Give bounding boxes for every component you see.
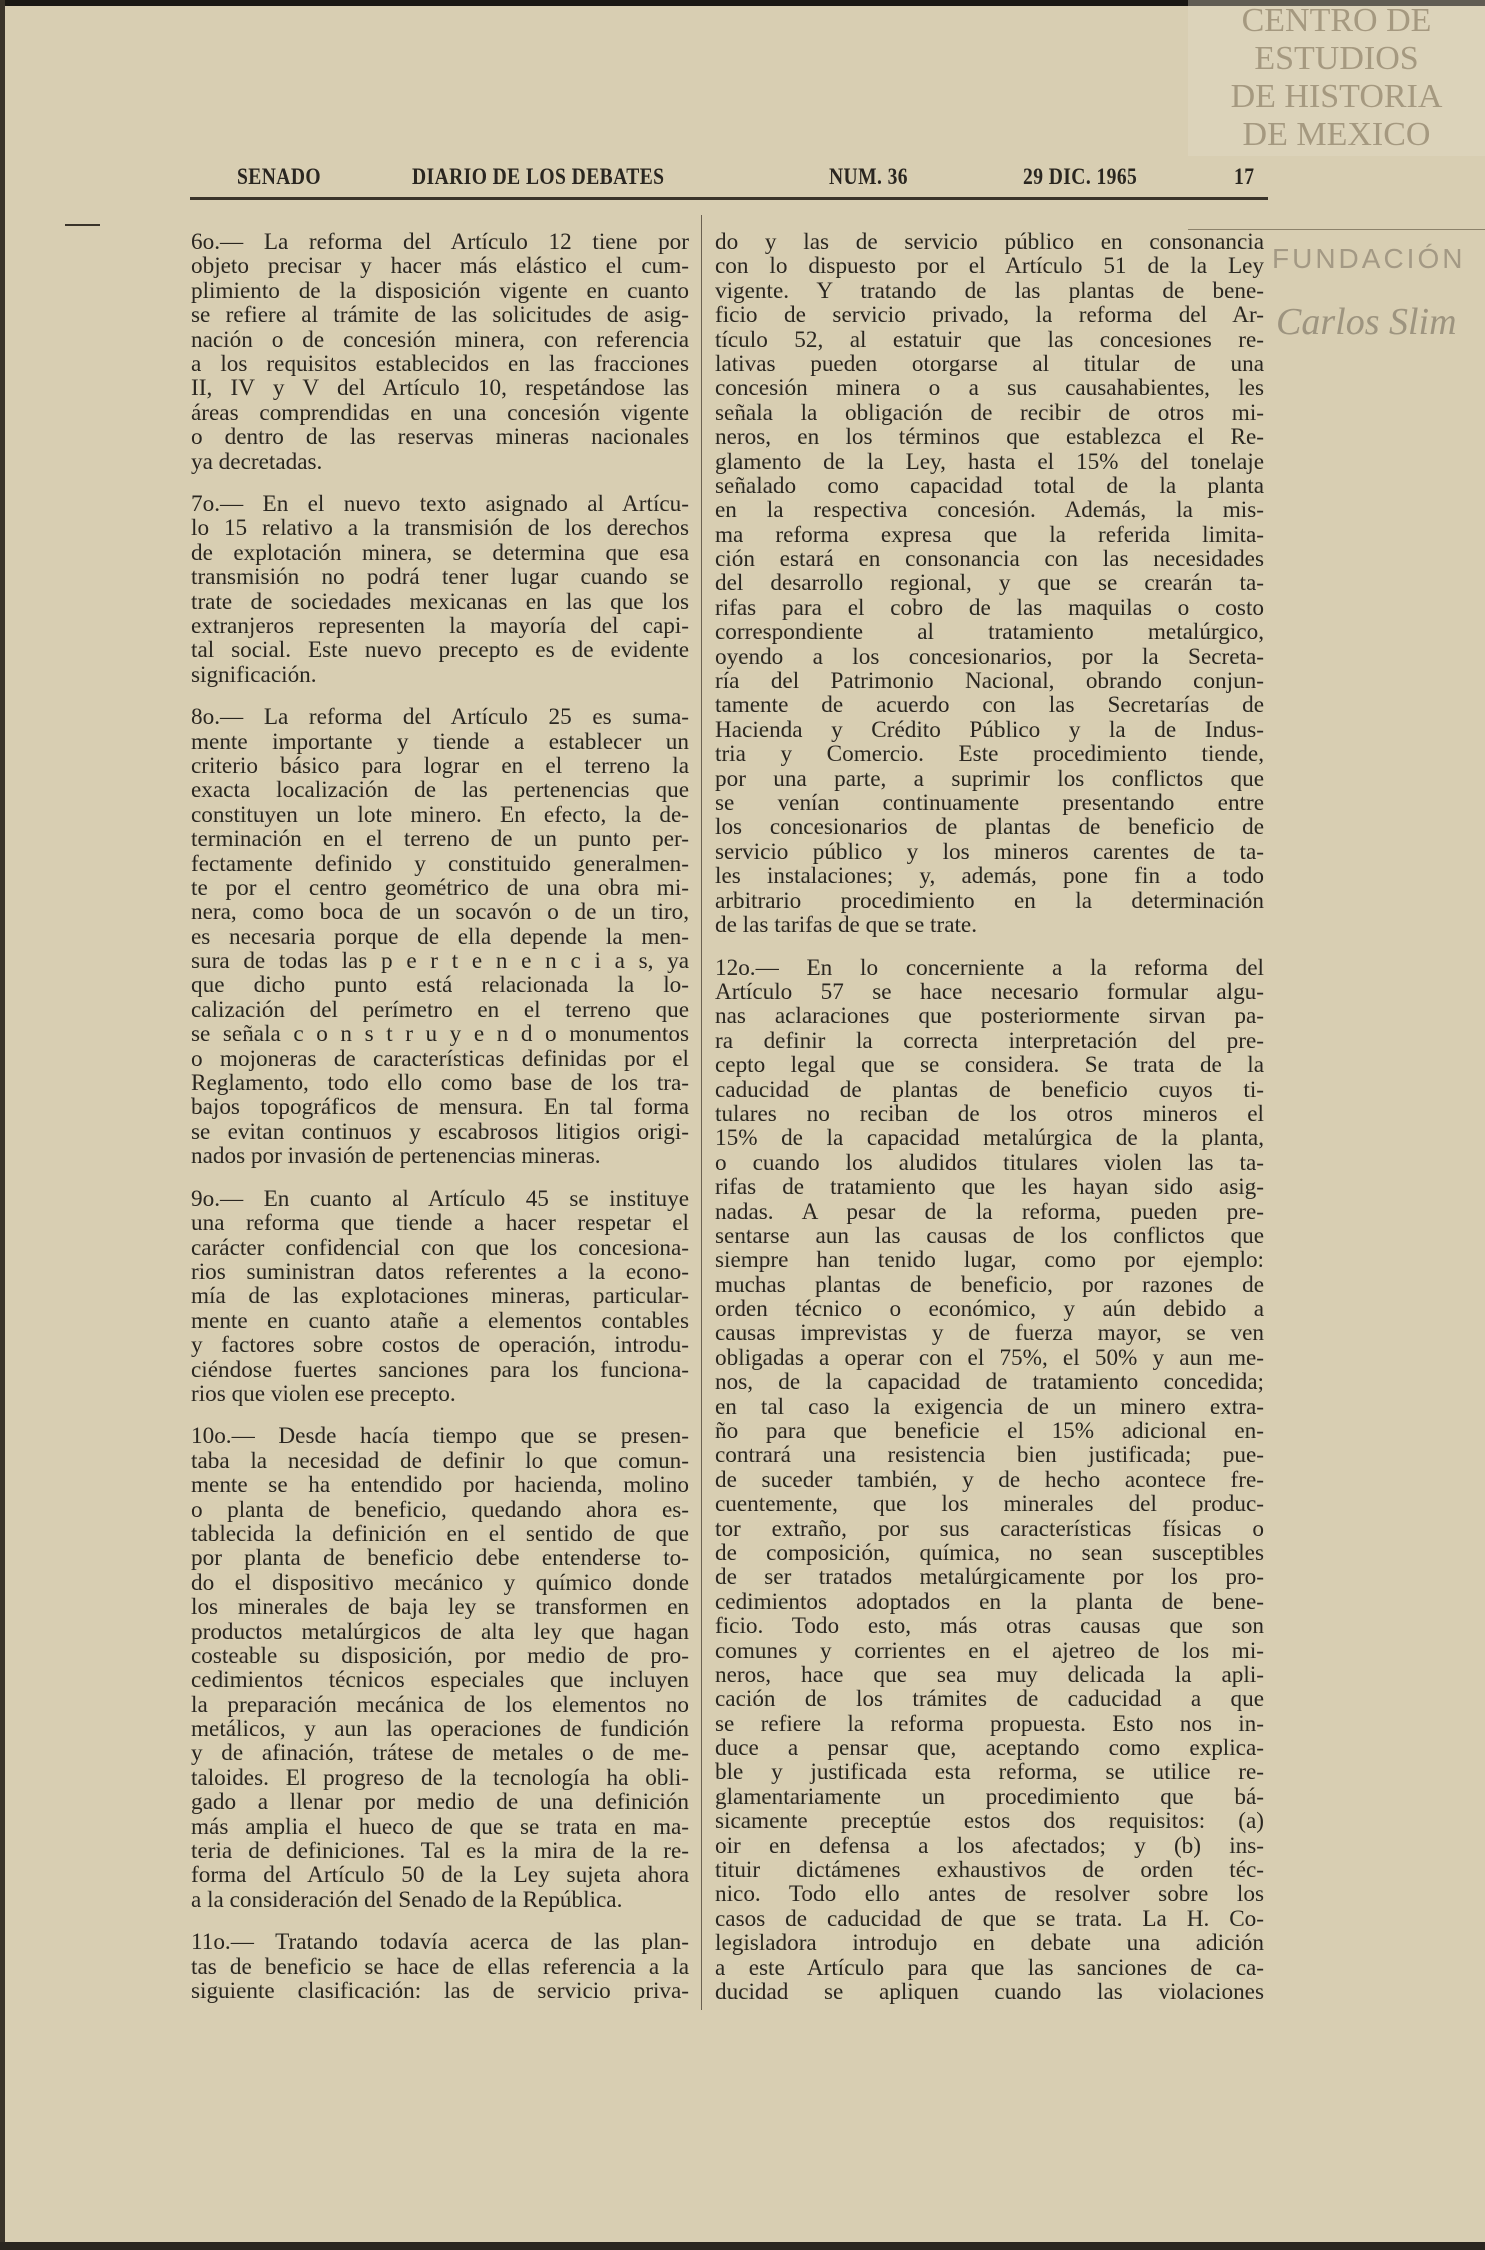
text-line: neros, hace que sea muy delicada la apli- bbox=[715, 1661, 1264, 1688]
text-line: casos de caducidad de que se trata. La H. Co- bbox=[715, 1905, 1264, 1932]
header-date: 29 DIC. 1965 bbox=[1023, 164, 1138, 189]
watermark-line: DE MEXICO bbox=[1242, 116, 1431, 153]
watermark-signature: Carlos Slim bbox=[1276, 301, 1457, 343]
text-line: bajos topográficos de mensura. En tal forma bbox=[191, 1094, 689, 1121]
page-header bbox=[190, 160, 1268, 200]
text-line: ma reforma expresa que la referida limita- bbox=[715, 521, 1264, 548]
paragraph bbox=[191, 492, 689, 687]
text-line: nera, como boca de un socavón o de un tiro, bbox=[191, 899, 689, 926]
text-line: glamentariamente un procedimiento que bá- bbox=[715, 1783, 1264, 1810]
text-line: te por el centro geométrico de una obra mi- bbox=[191, 874, 689, 901]
text-line: tituir dictámenes exhaustivos de orden téc- bbox=[715, 1857, 1264, 1884]
text-line: o cuando los aludidos titulares violen las ta- bbox=[715, 1149, 1264, 1176]
header-page-number: 17 bbox=[1234, 164, 1255, 189]
text-line: lo 15 relativo a la transmisión de los derechos bbox=[191, 515, 689, 542]
text-line: de ser tratados metalúrgicamente por los pro- bbox=[715, 1564, 1264, 1591]
text-line: a los requisitos establecidos en las fracciones bbox=[191, 350, 689, 377]
text-line: exacta localización de las pertenencias que bbox=[191, 777, 689, 804]
text-line: mía de las explotaciones mineras, particular- bbox=[191, 1283, 689, 1310]
text-line: nas aclaraciones que posteriormente sirvan pa- bbox=[715, 1003, 1264, 1030]
text-line: transmisión no podrá tener lugar cuando se bbox=[191, 564, 689, 591]
text-line: Reglamento, todo ello como base de los tra- bbox=[191, 1070, 689, 1097]
text-line: ra definir la correcta interpretación del pre- bbox=[715, 1027, 1264, 1054]
text-line: o mojoneras de características definidas por el bbox=[191, 1045, 689, 1072]
text-line: cedimientos adoptados en la planta de bene- bbox=[715, 1588, 1264, 1615]
text-line: nados por invasión de pertenencias mineras. bbox=[191, 1143, 601, 1170]
text-line: cuentemente, que los minerales del produc- bbox=[715, 1491, 1264, 1518]
text-line: rifas para el cobro de las maquilas o costo bbox=[715, 594, 1264, 621]
text-line: obligadas a operar con el 75%, el 50% y aun me- bbox=[715, 1344, 1264, 1371]
paragraph bbox=[191, 1930, 689, 2003]
text-line: legisladora introdujo en debate una adición bbox=[715, 1930, 1264, 1957]
text-line: significación. bbox=[191, 661, 317, 688]
header-number: NUM. 36 bbox=[829, 164, 908, 189]
scan-border-left bbox=[0, 0, 5, 2250]
text-line: de explotación minera, se determina que esa bbox=[191, 539, 689, 566]
text-line: correspondiente al tratamiento metalúrgico, bbox=[715, 619, 1264, 646]
text-line: glamento de la Ley, hasta el 15% del tonelaje bbox=[715, 448, 1264, 475]
text-line: de suceder también, y de hecho acontece fre- bbox=[715, 1466, 1264, 1493]
text-line: servicio público y los mineros carentes de ta- bbox=[715, 838, 1264, 865]
text-line: forma del Artículo 50 de la Ley sujeta ahora bbox=[191, 1862, 689, 1889]
text-line: se refiere la reforma propuesta. Esto nos in- bbox=[715, 1710, 1264, 1737]
text-line: do y las de servicio público en consonancia bbox=[715, 229, 1264, 255]
text-line: de las tarifas de que se trate. bbox=[715, 911, 978, 938]
text-line: se evitan continuos y escabrosos litigios origi- bbox=[191, 1118, 689, 1145]
text-line: costeable su disposición, por medio de pro- bbox=[191, 1642, 689, 1669]
text-line: con lo dispuesto por el Artículo 51 de la Ley bbox=[715, 253, 1264, 280]
text-line: tas de beneficio se hace de ellas referencia a la bbox=[191, 1953, 689, 1980]
text-line: nico. Todo ello antes de resolver sobre los bbox=[715, 1881, 1264, 1908]
text-line: o planta de beneficio, quedando ahora es- bbox=[191, 1496, 689, 1523]
text-line: orden técnico o económico, y aún debido a bbox=[715, 1296, 1264, 1323]
text-line: sentarse aun las causas de los conflictos que bbox=[715, 1222, 1264, 1249]
text-line: se refiere al trámite de las solicitudes de asig- bbox=[191, 302, 689, 329]
text-line: mente en cuanto atañe a elementos contables bbox=[191, 1307, 689, 1334]
text-line: do el dispositivo mecánico y químico donde bbox=[191, 1569, 689, 1596]
text-line: fectamente definido y constituido generalmen- bbox=[191, 850, 689, 877]
text-line: neros, en los términos que establezca el Re- bbox=[715, 424, 1264, 451]
text-line: los concesionarios de plantas de beneficio de bbox=[715, 814, 1264, 841]
watermark-panel bbox=[1188, 0, 1485, 156]
text-line: es necesaria porque de ella depende la men- bbox=[191, 923, 689, 950]
text-line: tor extraño, por sus características físicas o bbox=[715, 1515, 1264, 1542]
text-line: constituyen un lote minero. En efecto, la de- bbox=[191, 801, 689, 828]
text-line: cedimientos técnicos especiales que incluyen bbox=[191, 1667, 689, 1694]
text-line: ción estará en consonancia con las necesidades bbox=[715, 546, 1264, 573]
text-line: y factores sobre costos de operación, introdu- bbox=[191, 1332, 689, 1359]
text-line: del desarrollo regional, y que se crearán ta- bbox=[715, 570, 1264, 597]
text-line: oyendo a los concesionarios, por la Secreta- bbox=[715, 643, 1264, 670]
text-line: 15% de la capacidad metalúrgica de la planta, bbox=[715, 1125, 1264, 1152]
text-line: más amplia el hueco de que se trata en ma- bbox=[191, 1813, 689, 1840]
text-line: gado a llenar por medio de una definición bbox=[191, 1789, 689, 1816]
text-line: muchas plantas de beneficio, por razones de bbox=[715, 1271, 1264, 1298]
text-line: señala la obligación de recibir de otros mi- bbox=[715, 399, 1264, 426]
text-line: lativas pueden otorgarse al titular de una bbox=[715, 350, 1264, 377]
text-line: ría del Patrimonio Nacional, obrando conjun- bbox=[715, 668, 1264, 695]
text-line: en la respectiva concesión. Además, la mis- bbox=[715, 497, 1264, 524]
text-line: a la consideración del Senado de la República. bbox=[191, 1886, 623, 1913]
text-line: sura de todas las p e r t e n e n c i a s, ya bbox=[191, 948, 689, 975]
text-line: la preparación mecánica de los elementos no bbox=[191, 1691, 689, 1718]
text-line: los minerales de baja ley se transformen en bbox=[191, 1594, 689, 1621]
text-line: plimiento de la disposición vigente en cuanto bbox=[191, 277, 689, 304]
text-line: II, IV y V del Artículo 10, respetándose las bbox=[191, 375, 689, 402]
text-line: 9o.— En cuanto al Artículo 45 se instituye bbox=[191, 1185, 689, 1212]
text-line: taloides. El progreso de la tecnología ha obli- bbox=[191, 1764, 689, 1791]
text-line: una reforma que tiende a hacer respetar el bbox=[191, 1210, 689, 1237]
text-line: 6o.— La reforma del Artículo 12 tiene por bbox=[191, 229, 689, 255]
text-line: tulares no reciban de los otros mineros el bbox=[715, 1100, 1264, 1127]
text-line: mente importante y tiende a establecer un bbox=[191, 728, 689, 755]
text-line: nadas. A pesar de la reforma, pueden pre- bbox=[715, 1198, 1264, 1225]
watermark-line: CENTRO DE bbox=[1241, 2, 1432, 39]
text-line: por una parte, a suprimir los conflictos que bbox=[715, 765, 1264, 792]
text-line: áreas comprendidas en una concesión vigente bbox=[191, 399, 689, 426]
header-rule bbox=[190, 197, 1268, 200]
paragraph bbox=[191, 705, 689, 1168]
text-line: Hacienda y Crédito Público y la de Indus- bbox=[715, 716, 1264, 743]
text-line: les instalaciones; y, además, pone fin a todo bbox=[715, 863, 1264, 890]
text-line: ciéndose fuertes sanciones para los funciona- bbox=[191, 1356, 689, 1383]
text-line: extranjeros representen la mayoría del capi- bbox=[191, 612, 689, 639]
text-line: ya decretadas. bbox=[191, 448, 323, 475]
text-line: oir en defensa a los afectados; y (b) ins- bbox=[715, 1832, 1264, 1859]
text-line: carácter confidencial con que los concesiona- bbox=[191, 1234, 689, 1261]
text-line: ficio de servicio privado, la reforma del Ar- bbox=[715, 302, 1264, 329]
text-line: a este Artículo para que las sanciones de ca- bbox=[715, 1954, 1264, 1981]
text-line: ño para que beneficie el 15% adicional en- bbox=[715, 1418, 1264, 1445]
text-line: tablecida la definición en el sentido de que bbox=[191, 1520, 689, 1547]
text-line: por planta de beneficio debe entenderse to- bbox=[191, 1545, 689, 1572]
margin-mark bbox=[65, 224, 100, 226]
text-line: o dentro de las reservas mineras nacionales bbox=[191, 424, 689, 451]
text-line: arbitrario procedimiento en la determinación bbox=[715, 887, 1264, 914]
column-divider bbox=[701, 215, 702, 2010]
text-line: trate de sociedades mexicanas en las que los bbox=[191, 588, 689, 615]
text-line: 11o.— Tratando todavía acerca de las plan- bbox=[191, 1929, 689, 1956]
header-chamber: SENADO bbox=[237, 164, 322, 189]
watermark-foundation: FUNDACIÓN bbox=[1272, 243, 1466, 274]
text-line: que dicho punto está relacionada la lo- bbox=[191, 972, 689, 999]
text-line: metálicos, y aun las operaciones de fundición bbox=[191, 1716, 689, 1743]
text-line: 7o.— En el nuevo texto asignado al Artícu- bbox=[191, 491, 689, 517]
text-line: causas imprevistas y de fuerza mayor, se ven bbox=[715, 1320, 1264, 1347]
text-line: mente se ha entendido por hacienda, molino bbox=[191, 1472, 689, 1499]
text-line: duce a pensar que, aceptando como explica- bbox=[715, 1735, 1264, 1762]
text-line: rios suministran datos referentes a la econo- bbox=[191, 1258, 689, 1285]
text-line: 10o.— Desde hacía tiempo que se presen- bbox=[191, 1423, 689, 1450]
text-line: calización del perímetro en el terreno que bbox=[191, 996, 689, 1023]
text-line: teria de definiciones. Tal es la mira de la re- bbox=[191, 1838, 689, 1865]
paragraph bbox=[191, 1187, 689, 1407]
text-line: rios que violen ese precepto. bbox=[191, 1380, 456, 1407]
text-line: criterio básico para lograr en el terreno la bbox=[191, 752, 689, 779]
text-line: ble y justificada esta reforma, se utilice re- bbox=[715, 1759, 1264, 1786]
text-line: objeto precisar y hacer más elástico el cum- bbox=[191, 253, 689, 280]
text-line: tículo 52, al estatuir que las concesiones re- bbox=[715, 326, 1264, 353]
text-line: tria y Comercio. Este procedimiento tiende, bbox=[715, 741, 1264, 768]
paragraph bbox=[715, 230, 1264, 937]
text-line: concesión minera o a sus causahabientes, les bbox=[715, 375, 1264, 402]
paragraph bbox=[191, 1424, 689, 1912]
text-line: cepto legal que se considera. Se trata de la bbox=[715, 1052, 1264, 1079]
text-line: nos, de la capacidad de tratamiento concedida; bbox=[715, 1369, 1264, 1396]
text-line: vigente. Y tratando de las plantas de bene- bbox=[715, 277, 1264, 304]
text-line: tal social. Este nuevo precepto es de evidente bbox=[191, 637, 689, 664]
text-line: caducidad de plantas de beneficio cuyos ti- bbox=[715, 1076, 1264, 1103]
text-line: ficio. Todo esto, más otras causas que son bbox=[715, 1613, 1264, 1640]
text-line: taba la necesidad de definir lo que comun- bbox=[191, 1447, 689, 1474]
text-line: cación de los trámites de caducidad a que bbox=[715, 1686, 1264, 1713]
watermark-line: DE HISTORIA bbox=[1230, 78, 1443, 115]
paragraph bbox=[715, 956, 1264, 2005]
text-line: tamente de acuerdo con las Secretarías de bbox=[715, 692, 1264, 719]
text-line: ducidad se apliquen cuando las violaciones bbox=[715, 1979, 1264, 2005]
text-line: comunes y corrientes en el ajetreo de los mi- bbox=[715, 1637, 1264, 1664]
text-line: nación o de concesión minera, con referencia bbox=[191, 326, 689, 353]
text-line: rifas de tratamiento que les hayan sido asig- bbox=[715, 1174, 1264, 1201]
watermark-line: ESTUDIOS bbox=[1254, 40, 1419, 77]
text-line: de composición, química, no sean susceptibles bbox=[715, 1539, 1264, 1566]
text-line: siempre han tenido lugar, como por ejemplo: bbox=[715, 1247, 1264, 1274]
text-line: 8o.— La reforma del Artículo 25 es suma- bbox=[191, 704, 689, 731]
header-publication: DIARIO DE LOS DEBATES bbox=[412, 164, 665, 189]
text-line: 12o.— En lo concerniente a la reforma del bbox=[715, 954, 1264, 981]
text-line: contrará una resistencia bien justificada; pue- bbox=[715, 1442, 1264, 1469]
scan-border-bottom bbox=[0, 2242, 1485, 2250]
text-line: se venían continuamente presentando entre bbox=[715, 789, 1264, 816]
text-line: se señala c o n s t r u y e n d o monumentos bbox=[191, 1021, 689, 1048]
text-line: productos metalúrgicos de alta ley que hagan bbox=[191, 1618, 689, 1645]
text-line: sicamente preceptúe estos dos requisitos: (a) bbox=[715, 1808, 1264, 1835]
text-line: siguiente clasificación: las de servicio priva- bbox=[191, 1978, 689, 2005]
text-line: señalado como capacidad total de la planta bbox=[715, 472, 1264, 499]
text-line: Artículo 57 se hace necesario formular algu- bbox=[715, 978, 1264, 1005]
text-line: terminación en el terreno de un punto per- bbox=[191, 826, 689, 853]
text-line: en tal caso la exigencia de un minero extra- bbox=[715, 1393, 1264, 1420]
text-line: y de afinación, trátese de metales o de me- bbox=[191, 1740, 689, 1767]
paragraph bbox=[191, 230, 689, 474]
